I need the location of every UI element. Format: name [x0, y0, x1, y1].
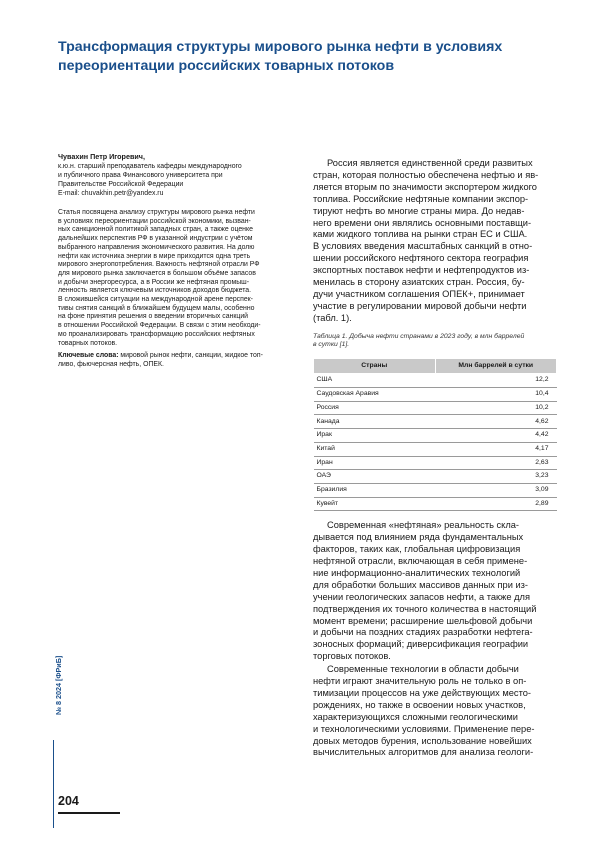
- country-cell: Кувейт: [314, 497, 436, 511]
- header-country: Страны: [314, 358, 436, 374]
- value-cell: 3,09: [435, 483, 557, 497]
- text-line: характеризующихся сложными геологическими: [313, 711, 518, 722]
- keywords-line: ливо, фьючерсная нефть, ОПЕК.: [58, 360, 164, 368]
- abstract-line: нефти как источника энергии в мире приходится одна треть: [58, 252, 251, 260]
- value-cell: 2,63: [435, 456, 557, 470]
- table-header-row: [314, 358, 557, 374]
- table-row: [314, 388, 557, 402]
- country-cell: Россия: [314, 401, 436, 415]
- body-paragraph: [313, 158, 557, 325]
- text-line: ками жидкого топлива на рынки стран ЕС и США.: [313, 229, 528, 240]
- abstract-line: в условиях переориентации российской экономики, вызван-: [58, 217, 251, 225]
- caption-line: в сутки [1].: [313, 341, 350, 349]
- text-line: Современная «нефтяная» реальность скла-: [327, 520, 520, 531]
- abstract-line: для мирового рынка заключается в большом объёме запасов: [58, 269, 256, 277]
- text-line: дучи участником соглашения ОПЕК+, принимает: [313, 288, 525, 299]
- text-line: нефтяной отрасли, включающая в себя примене-: [313, 555, 528, 566]
- text-line: рождениях, но также в освоении новых участков,: [313, 699, 526, 710]
- table-row: [314, 401, 557, 415]
- abstract-line: дальнейших перспектив РФ в указанной индустрии с учётом: [58, 235, 253, 243]
- text-line: и добычи на поздних стадиях разработки нефтега-: [313, 627, 533, 638]
- oil-production-table: [313, 358, 557, 511]
- country-cell: Китай: [314, 442, 436, 456]
- country-cell: Иран: [314, 456, 436, 470]
- text-line: экспортных поставок нефти и нефтепродуктов из-: [313, 265, 530, 276]
- title-line: переориентации российских товарных потоков: [58, 58, 395, 74]
- value-cell: 2,89: [435, 497, 557, 511]
- abstract: [58, 209, 303, 348]
- text-line: момент времени; расширение шельфовой добычи: [313, 615, 533, 626]
- country-cell: ОАЭ: [314, 470, 436, 484]
- text-line: Россия является единственной среди развитых: [327, 158, 533, 168]
- keywords-text: мировой рынок нефти, санкции, жидкое топ-: [118, 352, 263, 360]
- text-line: учении геологических запасов нефти, а также для: [313, 591, 530, 602]
- text-line: тируют нефть во многие страны мира. До недав-: [313, 205, 525, 216]
- caption-line: Таблица 1. Добыча нефти странами в 2023 году, в млн баррелей: [313, 332, 525, 340]
- country-cell: Бразилия: [314, 483, 436, 497]
- table-row: [314, 483, 557, 497]
- journal-side-label: № 8 2024 [ФРиБ]: [54, 655, 63, 715]
- value-cell: 4,42: [435, 429, 557, 443]
- abstract-line: Статья посвящена анализу структуры мирового рынка нефти: [58, 209, 255, 216]
- body-paragraph: [313, 664, 557, 759]
- text-line: зоносных формаций; диверсификация географии: [313, 639, 529, 650]
- abstract-line: товарных потоков.: [58, 339, 118, 347]
- table-row: [314, 415, 557, 429]
- country-cell: Ирак: [314, 429, 436, 443]
- value-cell: 10,2: [435, 401, 557, 415]
- text-line: дывается под влиянием ряда фундаментальных: [313, 532, 524, 543]
- text-line: (табл. 1).: [313, 312, 352, 323]
- country-cell: Канада: [314, 415, 436, 429]
- abstract-line: в отношении Российской Федерации. В связи с этим необходи-: [58, 322, 261, 330]
- abstract-line: ных санкционной политикой западных стран, а также оценке: [58, 226, 253, 234]
- body-paragraph: [313, 520, 557, 663]
- value-cell: 10,4: [435, 388, 557, 402]
- abstract-line: выбранного направления экономического развития. На долю: [58, 243, 255, 251]
- text-line: участие в регулировании мировой добычи нефти: [313, 300, 527, 311]
- left-column: [58, 152, 303, 370]
- table-caption: [313, 333, 557, 350]
- abstract-line: на фоне принятия решения о введении вторичных санкций: [58, 313, 249, 321]
- abstract-line: мо проанализировать трансформацию российских нефтяных: [58, 330, 255, 338]
- text-line: нефти играют значительную роль не только в оп-: [313, 676, 527, 687]
- table-row: [314, 456, 557, 470]
- text-line: шении российского нефтяного сектора география: [313, 253, 529, 264]
- text-line: подтверждения их точного количества в настоящий: [313, 603, 537, 614]
- text-line: для обработки больших массивов данных при из-: [313, 579, 529, 590]
- table-row: [314, 470, 557, 484]
- country-cell: США: [314, 374, 436, 388]
- value-cell: 3,23: [435, 470, 557, 484]
- author-affiliation-line: и публичного права Финансового университета при: [58, 172, 223, 179]
- side-divider: [53, 740, 54, 828]
- title-line: Трансформация структуры мирового рынка нефти в условиях: [58, 39, 503, 55]
- text-line: стран, которая полностью обеспечена нефтью и яв-: [313, 169, 539, 180]
- header-value: Млн баррелей в сутки: [435, 358, 557, 374]
- text-line: топлива. Российские нефтяные компании экспор-: [313, 193, 529, 204]
- country-cell: Саудовская Аравия: [314, 388, 436, 402]
- keywords-label: Ключевые слова:: [58, 352, 119, 360]
- page-number: 204: [58, 794, 79, 808]
- table-row: [314, 429, 557, 443]
- keywords-line: [58, 352, 303, 361]
- text-line: факторов, таких как, глобальная цифровизация: [313, 544, 521, 555]
- abstract-line: В сложившейся ситуации на международной арене перспек-: [58, 296, 253, 304]
- author-block: [58, 152, 303, 198]
- article-title: [58, 38, 538, 76]
- abstract-line: ленность является ключевым источников доходов бюджета.: [58, 287, 252, 295]
- text-line: В условиях введения масштабных санкций в отно-: [313, 241, 533, 252]
- abstract-line: и добычи энергоресурса, а в России же нефтяная промыш-: [58, 278, 250, 286]
- author-name: Чувахин Петр Игоревич,: [58, 152, 145, 161]
- value-cell: 4,17: [435, 442, 557, 456]
- value-cell: 4,62: [435, 415, 557, 429]
- table-row: [314, 442, 557, 456]
- table-row: [314, 497, 557, 511]
- right-column: [313, 158, 557, 759]
- text-line: него времени они являлись основными поставщи-: [313, 217, 532, 228]
- text-line: тимизации процессов на уже действующих место-: [313, 687, 531, 698]
- abstract-line: тивы снятия санкций в ближайшем будущем малы, особенно: [58, 304, 255, 312]
- text-line: менилась в сторону азиатских стран. Россия, бу-: [313, 277, 525, 288]
- keywords: [58, 352, 303, 369]
- author-affiliation-line: Правительстве Российской Федерации: [58, 181, 184, 188]
- text-line: вычислительных алгоритмов для анализа геологи-: [313, 747, 534, 758]
- footer-rule: [58, 812, 120, 814]
- text-line: довых методов бурения, использование новейших: [313, 735, 532, 746]
- text-line: ляется вторым по значимости экспортером жидкого: [313, 181, 537, 192]
- value-cell: 12,2: [435, 374, 557, 388]
- table-row: [314, 374, 557, 388]
- abstract-line: мирового энергопотребления. Важность нефтяной отрасли РФ: [58, 261, 260, 269]
- text-line: Современные технологии в области добычи: [327, 664, 519, 675]
- text-line: и технологическими условиями. Применение пере-: [313, 723, 535, 734]
- author-affiliation-line: к.ю.н. старший преподаватель кафедры международного: [58, 163, 242, 170]
- text-line: ние информационно-аналитических технологий: [313, 567, 521, 578]
- author-email: E-mail: chuvakhin.petr@yandex.ru: [58, 190, 164, 197]
- text-line: торговых потоков.: [313, 651, 391, 662]
